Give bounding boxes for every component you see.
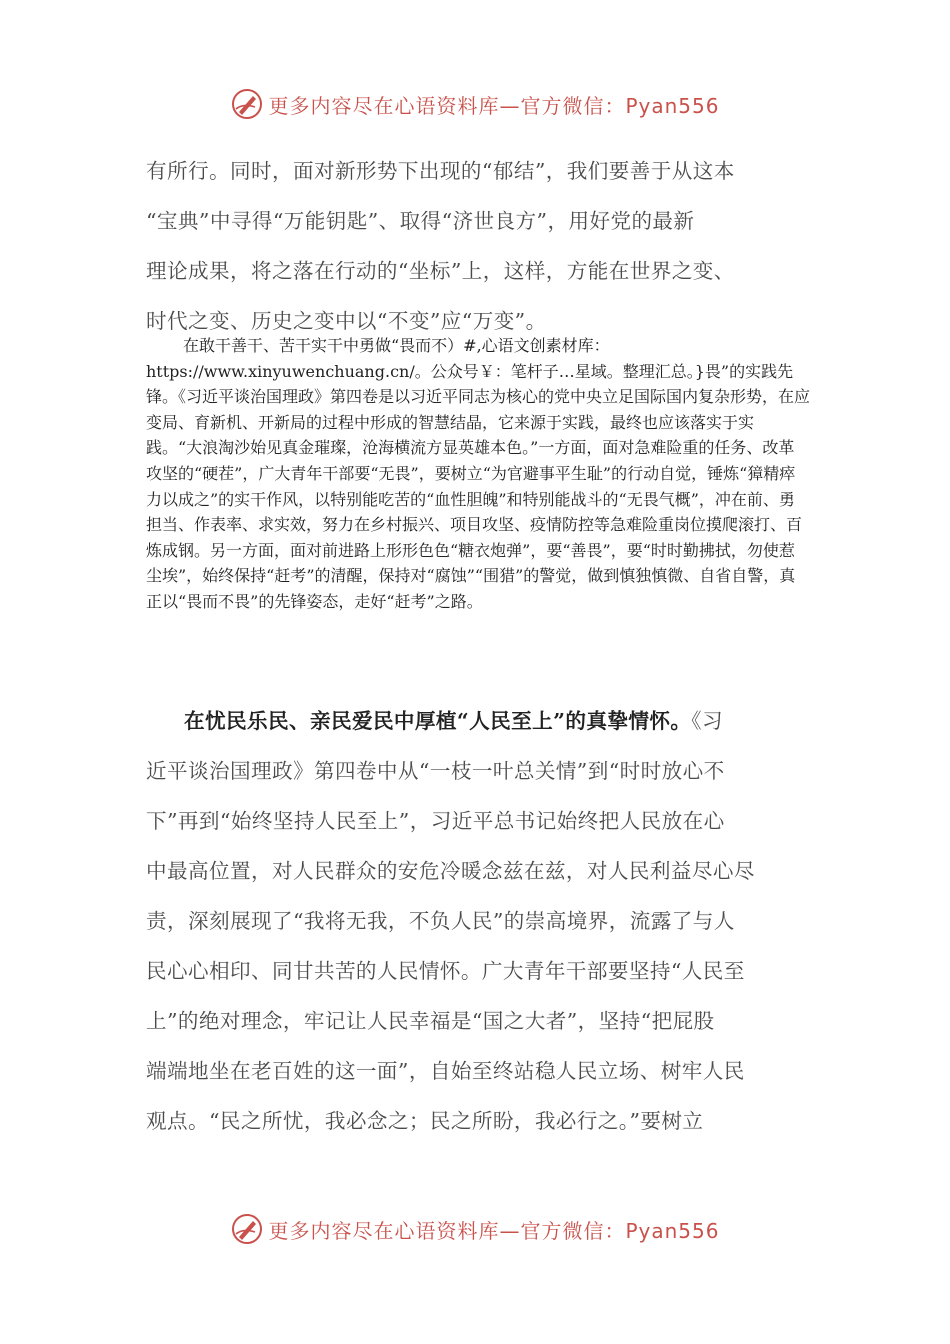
text-line: 近平谈治国理政》第四卷中从“一枝一叶总关情”到“时时放心不	[146, 759, 725, 783]
text-line: 有所行。同时，面对新形势下出现的“郁结”，我们要善于从这本	[146, 159, 735, 183]
text-line: 理论成果，将之落在行动的“坐标”上，这样，方能在世界之变、	[146, 259, 735, 283]
text-line: “宝典”中寻得“万能钥匙”、取得“济世良方”，用好党的最新	[146, 209, 695, 233]
text-line: 中最高位置，对人民群众的安危冷暖念兹在兹，对人民利益尽心尽	[146, 859, 755, 883]
text-line: 时代之变、历史之变中以“不变”应“万变”。	[146, 309, 547, 333]
text-line: 观点。“民之所忧，我必念之；民之所盼，我必行之。”要树立	[146, 1109, 704, 1133]
text-line: 下”再到“始终坚持人民至上”，习近平总书记始终把人民放在心	[146, 809, 725, 833]
pen-logo-icon	[230, 87, 264, 121]
text-line-first	[146, 696, 806, 746]
paragraph-1	[146, 146, 806, 346]
paragraph-2: 在敢干善干、苦干实干中勇做“畏而不）#,心语文创素材库：https://www.xinyuwenchuang.cn/。公众号￥：笔杆子…星域。整理汇总。}畏”的实践先锋。《习近平谈治国理政》第四卷是以习近平同志为核心的党中央立足国际国内复杂形势，在应变局、育新机、开新局的过程中形成的智慧结晶，它来源于实践，最终也应该落实于实践。“大浪淘沙始见真金璀璨，沧海横流方显英雄本色。”一方面，面对急难险重的任务、改革攻坚的“硬茬”，广大青年干部要“无畏”，要树立“为官避事平生耻”的行动自觉，锤炼“獐精瘁力以成之”的实干作风，以特别能吃苦的“血性胆魄”和特别能战斗的“无畏气概”，冲在前、勇担当、作表率、求实效，努力在乡村振兴、项目攻坚、疫情防控等急难险重岗位摸爬滚打、百炼成钢。另一方面，面对前进路上形形色色“糖衣炮弹”，要“善畏”，要“时时勤拂拭，勿使惹尘埃”，始终保持“赶考”的清醒，保持对“腐蚀”“围猎”的警觉，做到慎独慎微、自省自警，真正以“畏而不畏”的先锋姿态，走好“赶考”之路。	[146, 336, 811, 611]
banner-text: 更多内容尽在心语资料库—官方微信：Pyan556	[268, 93, 720, 118]
text-line: 民心心相印、同甘共苦的人民情怀。广大青年干部要坚持“人民至	[146, 959, 745, 983]
paragraph-3	[146, 696, 806, 1146]
paragraph-lead: 在忧民乐民、亲民爱民中厚植“人民至上”的真挚情怀。	[184, 709, 692, 733]
text-line: 责，深刻展现了“我将无我，不负人民”的崇高境界，流露了与人	[146, 909, 735, 933]
lead-continuation: 《习	[691, 709, 724, 733]
text-line: 上”的绝对理念，牢记让人民幸福是“国之大者”，坚持“把屁股	[146, 1009, 715, 1033]
pen-logo-icon	[230, 1212, 264, 1246]
footer-banner	[0, 1209, 950, 1249]
text-line: 端端地坐在老百姓的这一面”，自始至终站稳人民立场、树牢人民	[146, 1059, 745, 1083]
banner-text: 更多内容尽在心语资料库—官方微信：Pyan556	[268, 1218, 720, 1243]
header-banner	[0, 84, 950, 124]
